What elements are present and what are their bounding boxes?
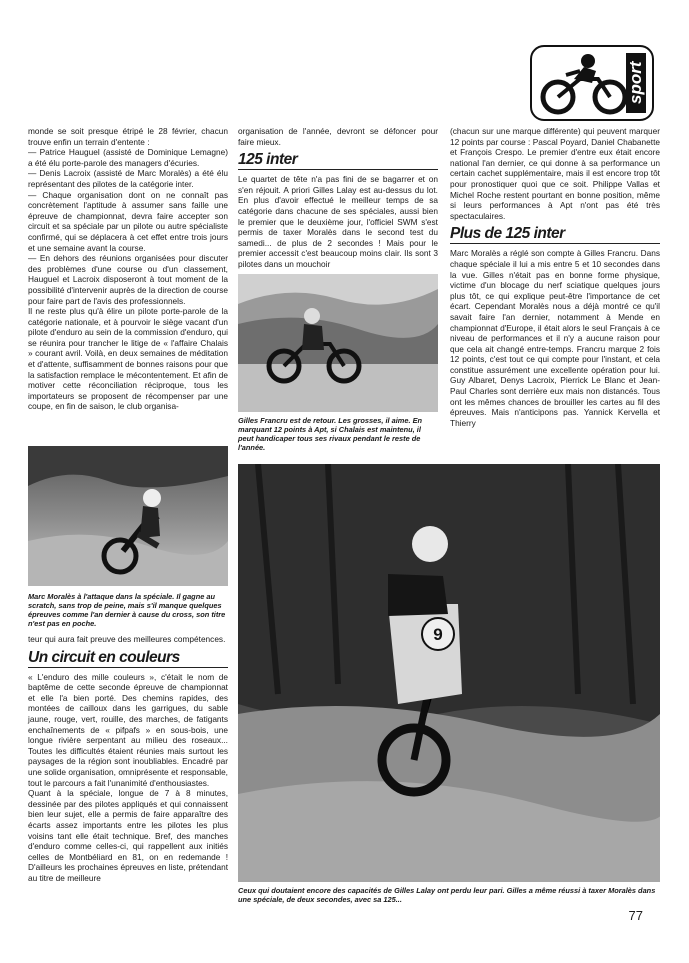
heading-125-inter: 125 inter <box>238 151 438 170</box>
paragraph: monde se soit presque étripé le 28 février, chacun trouve enfin un terrain d'entente : <box>28 126 228 147</box>
column-1-bottom <box>28 634 228 883</box>
paragraph: organisation de l'année, devront se défoncer pour faire mieux. <box>238 126 438 147</box>
heading-circuit: Un circuit en couleurs <box>28 649 228 668</box>
photo-morales <box>28 446 228 586</box>
paragraph: Il ne reste plus qu'à élire un pilote porte-parole de la catégorie nationale, et à pourvoir le siège vacant d'un pilote d'enduro au sein de la commission d'enduro, qui se réunira pour trancher le litige de « l'affaire Chalais » courant avril. Voilà, en deux semaines de méditation et d'attente, suffisamment de bonnes raisons pour que la satisfaction remplace le mécontentement. Et afin de motiver cette réconciliation réciproque, tous les importateurs se proposent de récompenser par une coupe, en fin de saison, le club organisa- <box>28 306 228 412</box>
paragraph: (chacun sur une marque différente) qui peuvent marquer 12 points par course : Pascal Poyard, Daniel Chabanette et François Crespo. Le premier d'entre eux était encore national l'an dernier, ce qui donne à sa performance un certain cachet supplémentaire, mais il est encore trop tôt pour pronostiquer quoi que ce soit. Philippe Vallas et Michel Roche restent pourtant en bonne position, même si leurs performances à Apt n'ont pas été très spectaculaires. <box>450 126 660 221</box>
paragraph: — Chaque organisation dont on ne connaît pas concrètement l'aptitude à assumer sans faille une épreuve de championnat, devra faire accepter son circuit et sa spéciale par un pilote ou autre spécialiste confirmé, qui se déplacera à cet effet entre trois jours et une semaine avant la course. <box>28 189 228 253</box>
sport-logo <box>530 45 654 121</box>
caption-francru: Gilles Francru est de retour. Les grosses, il aime. En marquant 12 points à Apt, si Chalais est maintenu, il peut handicaper tous ses rivaux pendant le reste de l'année. <box>238 416 423 452</box>
column-3 <box>450 126 660 428</box>
paragraph: Le quartet de tête n'a pas fini de se bagarrer et on s'en réjouit. A priori Gilles Lalay est au-dessus du lot. En plus d'avoir effectué le meilleur temps de sa catégorie dans chacune de ses spéciales, aussi bien le premier que le deuxième jour, l'officiel SWM s'est permis de taxer Moralès dans le second test du samedi... de plus de 2 secondes ! Mais pour le premier accessit c'est beaucoup moins clair. Ils sont 3 pilotes dans un mouchoir <box>238 174 438 269</box>
heading-plus-125-inter: Plus de 125 inter <box>450 225 660 244</box>
paragraph: teur qui aura fait preuve des meilleures compétences. <box>28 634 226 644</box>
paragraph: Marc Moralès a réglé son compte à Gilles Francru. Dans chaque spéciale il lui a mis entre 5 et 10 secondes dans la vue. Gilles n'était pas en bonne forme physique, victime d'un blocage du nerf sciatique quelques jours plus tôt, ce qui explique peut-être l'importance de cet écart. Cependant Moralès nous a déjà montré ce qu'il savait faire l'an dernier, notamment à Mende en championnat d'Europe, il était alors le seul Français à ce niveau de performances et il n'y a aucune raison pour que cela ait changé entre-temps. Francru marque 2 fois 12 points, c'est tout ce qui compte pour l'instant, et cela constitue assurément une excellente opération pour lui. Guy Albaret, Denys Lacroix, Pierrick Le Blanc et Jean-Paul Charles sont derrière eux mais non distancés. Tous ont les mêmes chances de brouiller les cartes au fil des épreuves. Mais n'anticipons pas. Yannick Kervella et Thierry <box>450 248 660 428</box>
sport-logo-word: sport <box>626 53 646 113</box>
paragraph: Quant à la spéciale, longue de 7 à 8 minutes, dessinée par des pilotes appliqués et qui connaissent bien leur sujet, elle a permis de faire apparaître des écarts assez importants entre les pilotes les plus voisins tant elle était technique. Bref, des manches d'enduro comme celles-ci, qui rappellent aux initiés celles de Montbéliard en 81, on en redemande ! D'ailleurs les prochaines épreuves en liste, prétendant au titre de meilleure <box>28 788 228 883</box>
paragraph: — En dehors des réunions organisées pour discuter des problèmes d'une course ou d'un classement, Hauguel et Lacroix disposeront à tout moment de la possibilité d'intervenir auprès de la direction de course pour faire part de l'avis des professionnels. <box>28 253 228 306</box>
page-number: 77 <box>628 908 643 923</box>
caption-morales: Marc Moralès à l'attaque dans la spéciale. Il gagne au scratch, sans trop de peine, mais s'il manque quelques épreuves comme l'an dernier à cause du cross, son titre n'est pas en poche. <box>28 592 226 628</box>
motorbike-icon <box>536 49 632 117</box>
race-number-plate: 9 <box>433 625 443 644</box>
column-1-top <box>28 126 228 412</box>
photo-francru <box>238 274 438 412</box>
paragraph: « L'enduro des mille couleurs », c'était le nom de baptême de cette seconde épreuve de championnat et elle l'a bien porté. Des chemins rapides, des montées de cailloux dans les garrigues, du sable jaune, rouge, vert, rouille, des marches, de fatigants enchaînements de « pifpafs » en sous-bois, une longue rivière serpentant au milieu des roseaux... Toutes les difficultés étaient réunies mais surtout les paysages de la région sont inoubliables. Encadré par une solide organisation, omniprésente et responsable, tout le parcours a fait l'unanimité d'enthousiastes. <box>28 671 228 788</box>
caption-lalay: Ceux qui doutaient encore des capacités de Gilles Lalay ont perdu leur pari. Gilles a même réussi à taxer Moralès dans une spéciale, de deux secondes, avec sa 125... <box>238 886 656 904</box>
photo-lalay <box>238 464 660 882</box>
paragraph: — Patrice Hauguel (assisté de Dominique Lemagne) a été élu porte-parole des managers d'écuries. <box>28 147 228 168</box>
column-2 <box>238 126 438 270</box>
paragraph: — Denis Lacroix (assisté de Marc Moralès) a été élu représentant des pilotes de la catégorie inter. <box>28 168 228 189</box>
